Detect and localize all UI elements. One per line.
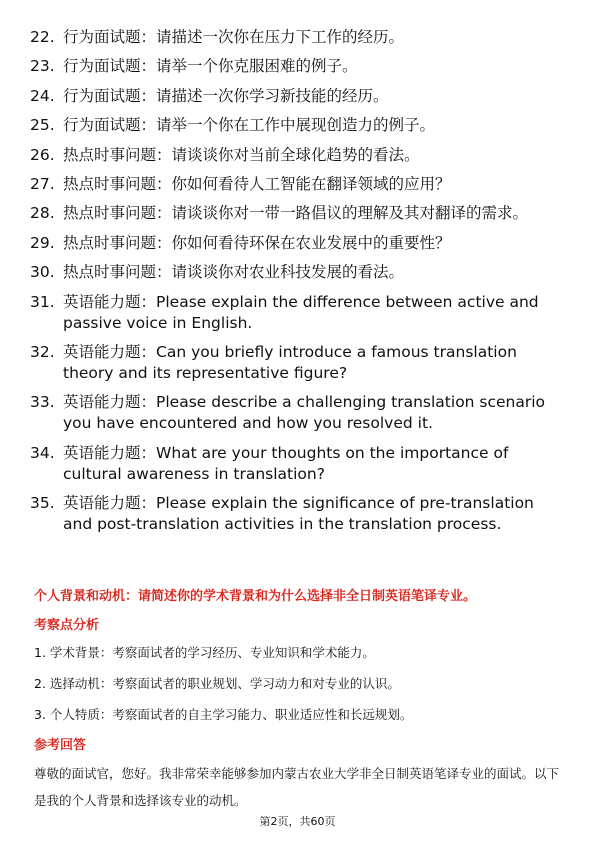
question-text: 行为面试题：请举一个你克服困难的例子。: [63, 57, 358, 76]
question-item: [30, 56, 560, 77]
question-text: 英语能力题：Please explain the difference between active and passive voice in English.: [63, 292, 539, 332]
analysis-item: 3. 个人特质：考察面试者的自主学习能力、职业适应性和长远规划。: [34, 707, 413, 722]
question-number: 29.: [30, 233, 55, 252]
question-item: [30, 174, 560, 195]
question-text: 行为面试题：请描述一次你在压力下工作的经历。: [63, 28, 405, 46]
question-text: 行为面试题：请举一个你在工作中展现创造力的例子。: [63, 116, 436, 135]
question-number: 28.: [30, 204, 55, 223]
question-text: 热点时事问题：你如何看待环保在农业发展中的重要性？: [63, 233, 451, 252]
question-number: 31.: [30, 292, 55, 311]
question-text: 热点时事问题：请谈谈你对当前全球化趋势的看法。: [63, 145, 420, 164]
question-item: [30, 27, 560, 48]
question-number: 27.: [30, 174, 55, 193]
answer-title: 参考回答: [34, 738, 87, 753]
question-number: 25.: [30, 116, 55, 135]
question-item: [30, 203, 560, 224]
question-number: 24.: [30, 86, 55, 105]
question-text: 热点时事问题：请谈谈你对一带一路倡议的理解及其对翻译的需求。: [63, 204, 529, 223]
question-text: 英语能力题：Can you briefly introduce a famous translation theory and its representative figure?: [63, 342, 517, 382]
question-text: 热点时事问题：你如何看待人工智能在翻译领域的应用？: [63, 174, 451, 193]
analysis-item: 2. 选择动机：考察面试者的职业规划、学习动力和对专业的认识。: [34, 676, 400, 691]
question-number: 32.: [30, 342, 55, 361]
analysis-list: [34, 644, 564, 737]
page-footer: 第2页，共60页: [259, 815, 336, 828]
question-number: 23.: [30, 57, 55, 76]
section-heading: 个人背景和动机：请简述你的学术背景和为什么选择非全日制英语笔译专业。: [34, 589, 477, 604]
question-number: 35.: [30, 494, 55, 513]
question-text: 热点时事问题：请谈谈你对农业科技发展的看法。: [63, 263, 405, 282]
question-text: 行为面试题：请描述一次你学习新技能的经历。: [63, 86, 389, 105]
question-number: 22.: [30, 28, 55, 46]
question-item: [30, 262, 560, 283]
question-item: [30, 292, 560, 334]
question-item: [30, 115, 560, 136]
analysis-title: 考察点分析: [34, 618, 100, 633]
question-item: [30, 342, 560, 384]
question-number: 26.: [30, 145, 55, 164]
question-text: 英语能力题：Please describe a challenging translation scenario you have encountered and how you resolved it.: [63, 393, 546, 433]
question-text: 英语能力题：What are your thoughts on the importance of cultural awareness in translation?: [63, 443, 509, 483]
question-item: [30, 392, 560, 434]
question-list: [30, 27, 560, 543]
question-number: 33.: [30, 393, 55, 412]
answer-paragraph: 尊敬的面试官，您好。我非常荣幸能够参加内蒙古农业大学非全日制英语笔译专业的面试。以下是我的个人背景和选择该专业的动机。: [34, 766, 560, 808]
analysis-item: 1. 学术背景：考察面试者的学习经历、专业知识和学术能力。: [34, 645, 375, 660]
question-number: 34.: [30, 443, 55, 462]
question-item: [30, 233, 560, 254]
question-item: [30, 145, 560, 166]
question-text: 英语能力题：Please explain the significance of pre-translation and post-translation activities in the translation process.: [63, 494, 534, 534]
question-item: [30, 493, 560, 535]
question-item: [30, 86, 560, 107]
question-number: 30.: [30, 263, 55, 282]
question-item: [30, 443, 560, 485]
